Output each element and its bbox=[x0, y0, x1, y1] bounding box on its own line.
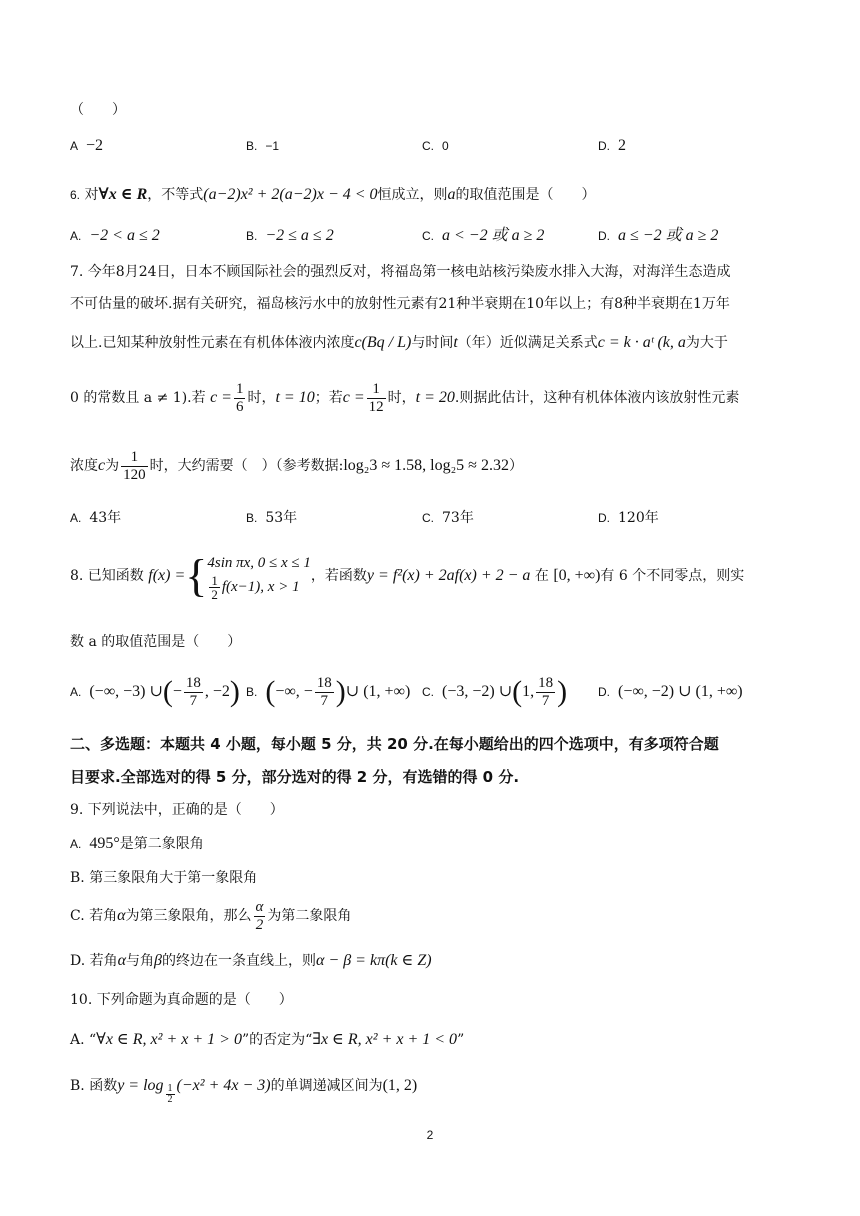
q8-text: 8. 已知函数 bbox=[70, 568, 144, 584]
option-text: 为第三象限角，那么 bbox=[125, 908, 252, 924]
alpha-symbol: α bbox=[117, 952, 127, 969]
fraction-numerator: 1 bbox=[235, 380, 244, 397]
piece-two-text: f(x−1), x > 1 bbox=[221, 578, 300, 595]
option-label: B. 函数 bbox=[70, 1078, 118, 1094]
option-text: −2 ≤ a ≤ 2 bbox=[265, 227, 334, 244]
q8-function-name: f(x) = bbox=[148, 567, 186, 584]
option-text: 73年 bbox=[442, 510, 474, 526]
page-number: 2 bbox=[426, 1128, 434, 1142]
q10-negation: ∃x ∈ R, x² + x + 1 < 0 bbox=[312, 1031, 458, 1048]
option-text: −2 bbox=[86, 137, 104, 154]
fraction-numerator: 1 bbox=[121, 449, 148, 467]
alpha-symbol: α bbox=[117, 907, 126, 924]
left-paren-icon: ( bbox=[512, 675, 523, 708]
q8-text: 在 bbox=[534, 568, 549, 584]
q7-text: （年）近似满足关系式 bbox=[457, 335, 598, 351]
q7-text: 时， bbox=[387, 390, 416, 406]
q5-paren-text: （ ） bbox=[70, 102, 126, 118]
fraction-one-twelfth bbox=[367, 381, 386, 416]
q7-text: 与时间 bbox=[411, 335, 454, 351]
q7-formula: c = k · aᵗ (k, a bbox=[597, 334, 686, 351]
option-text: −2 < a ≤ 2 bbox=[89, 227, 160, 244]
option-text: a < −2 或 a ≥ 2 bbox=[442, 227, 545, 244]
q8-text: 有 6 个不同零点，则实 bbox=[600, 568, 745, 584]
left-paren-icon: ( bbox=[162, 675, 173, 708]
q7-option-c bbox=[422, 508, 474, 528]
fraction-denominator: 7 bbox=[541, 692, 550, 709]
q7-text: 以上.已知某种放射性元素在有机体体液内浓度 bbox=[70, 335, 355, 351]
fraction-denominator: 6 bbox=[235, 398, 244, 415]
option-text: 1, bbox=[522, 683, 535, 700]
section-2-heading: 二、多选题：本题共 4 小题，每小题 5 分，共 20 分.在每小题给出的四个选项中，有多项符合题 bbox=[70, 735, 719, 753]
option-label: A. bbox=[70, 229, 82, 243]
option-text: 与角 bbox=[126, 953, 155, 969]
fraction-one-120 bbox=[121, 449, 148, 484]
q9-angle: 495° bbox=[89, 835, 120, 852]
fraction-one-sixth bbox=[234, 381, 246, 416]
fraction-eighteen-sevenths bbox=[184, 675, 203, 710]
fraction-eighteen-sevenths bbox=[315, 675, 334, 710]
option-label: C. bbox=[422, 139, 434, 153]
option-label: B. bbox=[246, 685, 258, 699]
q6-stem bbox=[70, 185, 800, 205]
q7-text: 为 bbox=[105, 458, 120, 474]
q5-option-d bbox=[598, 136, 626, 156]
option-label: D. bbox=[598, 685, 610, 699]
left-brace-icon: { bbox=[185, 550, 208, 601]
q6-option-b bbox=[246, 226, 334, 246]
question-number: 6. bbox=[70, 188, 81, 202]
q8-option-c bbox=[422, 672, 567, 712]
right-paren-icon: ) bbox=[229, 675, 240, 708]
fraction-denominator: 7 bbox=[189, 692, 198, 709]
q7-line-5 bbox=[70, 446, 800, 486]
q7-line-4 bbox=[70, 378, 800, 418]
option-text: ∪ (1, +∞) bbox=[345, 683, 411, 700]
q9-option-a bbox=[70, 834, 800, 854]
fraction-numerator: 18 bbox=[538, 674, 554, 691]
q7-c-eq: c = bbox=[342, 389, 365, 406]
q10-log-function: y = log bbox=[117, 1077, 164, 1094]
q7-option-d bbox=[598, 508, 659, 528]
right-paren-icon: ) bbox=[335, 675, 346, 708]
option-text: (−∞, −2) ∪ (1, +∞) bbox=[618, 683, 743, 700]
fraction-denominator: 120 bbox=[123, 466, 146, 483]
section-2-instructions: 目要求.全部选对的得 5 分，部分选对的得 2 分，有选错的得 0 分. bbox=[70, 768, 520, 786]
option-text: −∞, − bbox=[275, 683, 313, 700]
fraction-numerator: 1 bbox=[367, 381, 386, 399]
q10-interval: (1, 2) bbox=[382, 1077, 418, 1094]
q7-reference-data: log₂3 ≈ 1.58, log₂5 ≈ 2.32 bbox=[343, 457, 509, 474]
option-label: D. bbox=[598, 229, 610, 243]
option-label: A. “ bbox=[70, 1032, 97, 1048]
option-label: D. bbox=[598, 511, 610, 525]
q8-option-d bbox=[598, 682, 743, 702]
q7-var-t: t bbox=[453, 334, 458, 351]
q6-var-a: a bbox=[447, 186, 456, 203]
q8-option-a bbox=[70, 672, 240, 712]
q7-text: 为大于 bbox=[685, 335, 728, 351]
option-text: 的单调递减区间为 bbox=[270, 1078, 383, 1094]
q10-log-argument: (−x² + 4x − 3) bbox=[176, 1077, 271, 1094]
piece-one: 4sin πx, 0 ≤ x ≤ 1 bbox=[207, 554, 311, 571]
q6-inequality: (a−2)x² + 2(a−2)x − 4 < 0 bbox=[203, 186, 378, 203]
beta-symbol: β bbox=[154, 952, 163, 969]
option-label: A. bbox=[70, 685, 82, 699]
fraction-numerator: 18 bbox=[316, 674, 332, 691]
option-text: 2 bbox=[618, 137, 626, 154]
q7-option-a bbox=[70, 508, 121, 528]
piecewise-definition bbox=[207, 552, 311, 601]
q9-stem: 9. 下列说法中，正确的是（ ） bbox=[70, 802, 284, 818]
q6-text-4: 的取值范围是（ ） bbox=[455, 187, 596, 203]
q7-line-1: 7. 今年8月24日，日本不顾国际社会的强烈反对，将福岛第一核电站核污染废水排入大海，对海洋生态造成 bbox=[70, 264, 731, 280]
q10-proposition: ∀x ∈ R, x² + x + 1 > 0 bbox=[96, 1031, 242, 1048]
q6-option-d bbox=[598, 226, 718, 246]
fraction-numerator: 1 bbox=[211, 572, 218, 588]
option-text: , −2 bbox=[204, 683, 230, 700]
option-text: ”的否定为“ bbox=[241, 1032, 313, 1048]
q7-c-eq: c = bbox=[210, 389, 232, 406]
q7-var-c: c bbox=[98, 457, 106, 474]
option-label: C. bbox=[422, 685, 434, 699]
option-text: 是第二象限角 bbox=[119, 836, 204, 852]
q9-equation: α − β = kπ(k ∈ Z) bbox=[316, 952, 432, 969]
fraction-alpha-over-2 bbox=[254, 899, 266, 934]
option-text: (−3, −2) ∪ bbox=[442, 683, 513, 700]
q7-text: ） bbox=[508, 458, 523, 474]
q7-option-b bbox=[246, 508, 297, 528]
q5-paren bbox=[70, 100, 800, 120]
q7-text: 浓度 bbox=[70, 458, 98, 474]
q5-option-a bbox=[70, 136, 103, 156]
q7-t-value: t = 20 bbox=[415, 389, 455, 406]
q7-text: .则据此估计，这种有机体体液内该放射性元素 bbox=[454, 390, 740, 406]
q7-line-2: 不可估量的破坏.据有关研究，福岛核污水中的放射性元素有21种半衰期在10年以上；有8种半衰期在1万年 bbox=[70, 296, 730, 312]
right-paren-icon: ) bbox=[557, 675, 568, 708]
q7-text: 时，大约需要（ ）（参考数据: bbox=[149, 458, 344, 474]
option-text: 120年 bbox=[618, 510, 659, 526]
option-text: 43年 bbox=[89, 510, 122, 526]
q6-text-1: 对 bbox=[84, 187, 99, 203]
option-text: −1 bbox=[265, 139, 280, 153]
option-text: 为第二象限角 bbox=[267, 908, 352, 924]
option-label: B. bbox=[246, 229, 258, 243]
q8-composite-function: y = f²(x) + 2af(x) + 2 − a bbox=[366, 567, 531, 584]
option-label: D. bbox=[598, 139, 610, 153]
option-label: C. bbox=[422, 229, 434, 243]
q7-text: 0 的常数且 a ≠ 1).若 bbox=[70, 390, 206, 406]
fraction-numerator: α bbox=[255, 898, 264, 915]
q10-option-b bbox=[70, 1066, 800, 1106]
q10-stem: 10. 下列命题为真命题的是（ ） bbox=[70, 992, 293, 1008]
q9-option-d bbox=[70, 951, 800, 971]
q7-line-3 bbox=[70, 333, 800, 353]
option-label: A. bbox=[70, 511, 82, 525]
q6-math-1: ∀x ∈ R bbox=[98, 186, 148, 203]
log-base-fraction bbox=[166, 1084, 175, 1105]
fraction-denominator: 12 bbox=[368, 398, 384, 415]
option-label: B. bbox=[246, 139, 258, 153]
option-text: (−∞, −3) ∪ bbox=[89, 683, 163, 700]
fraction-denominator: 2 bbox=[167, 1094, 173, 1105]
q9-option-b: B. 第三象限角大于第一象限角 bbox=[70, 870, 258, 886]
q8-text: ，若函数 bbox=[310, 568, 367, 584]
option-label: D. 若角 bbox=[70, 953, 118, 969]
piece-two bbox=[207, 574, 311, 601]
q8-interval: [0, +∞) bbox=[553, 567, 601, 584]
q6-text-3: 恒成立，则 bbox=[377, 187, 448, 203]
q7-text: 时， bbox=[247, 390, 276, 406]
option-label: A. bbox=[70, 837, 82, 851]
q9-option-c bbox=[70, 896, 800, 936]
option-text: 的终边在一条直线上，则 bbox=[162, 953, 317, 969]
option-text: ” bbox=[457, 1032, 465, 1048]
fraction-denominator: 7 bbox=[320, 692, 329, 709]
left-paren-icon: ( bbox=[265, 675, 276, 708]
option-text: 0 bbox=[442, 139, 449, 153]
fraction-denominator: 2 bbox=[255, 916, 264, 933]
q6-option-c bbox=[422, 226, 544, 246]
fraction-eighteen-sevenths bbox=[536, 675, 555, 710]
q7-text: ；若 bbox=[314, 390, 343, 406]
option-label: A bbox=[70, 139, 79, 153]
q10-option-a bbox=[70, 1030, 800, 1050]
q8-line-2: 数 a 的取值范围是（ ） bbox=[70, 634, 242, 650]
option-label: B. bbox=[246, 511, 258, 525]
fraction-numerator: 18 bbox=[185, 674, 201, 691]
option-label: C. bbox=[422, 511, 434, 525]
q7-t-value: t = 10 bbox=[275, 389, 315, 406]
fraction-one-half bbox=[209, 574, 220, 601]
q7-concentration: c(Bq / L) bbox=[354, 334, 412, 351]
fraction-numerator: 1 bbox=[167, 1083, 173, 1094]
option-text: a ≤ −2 或 a ≥ 2 bbox=[618, 227, 719, 244]
fraction-denominator: 2 bbox=[211, 586, 218, 602]
q8-option-b bbox=[246, 672, 410, 712]
q6-text-2: ，不等式 bbox=[147, 187, 204, 203]
q5-option-c bbox=[422, 136, 449, 156]
q6-option-a bbox=[70, 226, 160, 246]
option-text: − bbox=[172, 683, 182, 700]
option-text: 53年 bbox=[265, 510, 298, 526]
option-label: C. 若角 bbox=[70, 908, 118, 924]
q8-stem bbox=[70, 546, 800, 606]
q5-option-b bbox=[246, 136, 279, 156]
